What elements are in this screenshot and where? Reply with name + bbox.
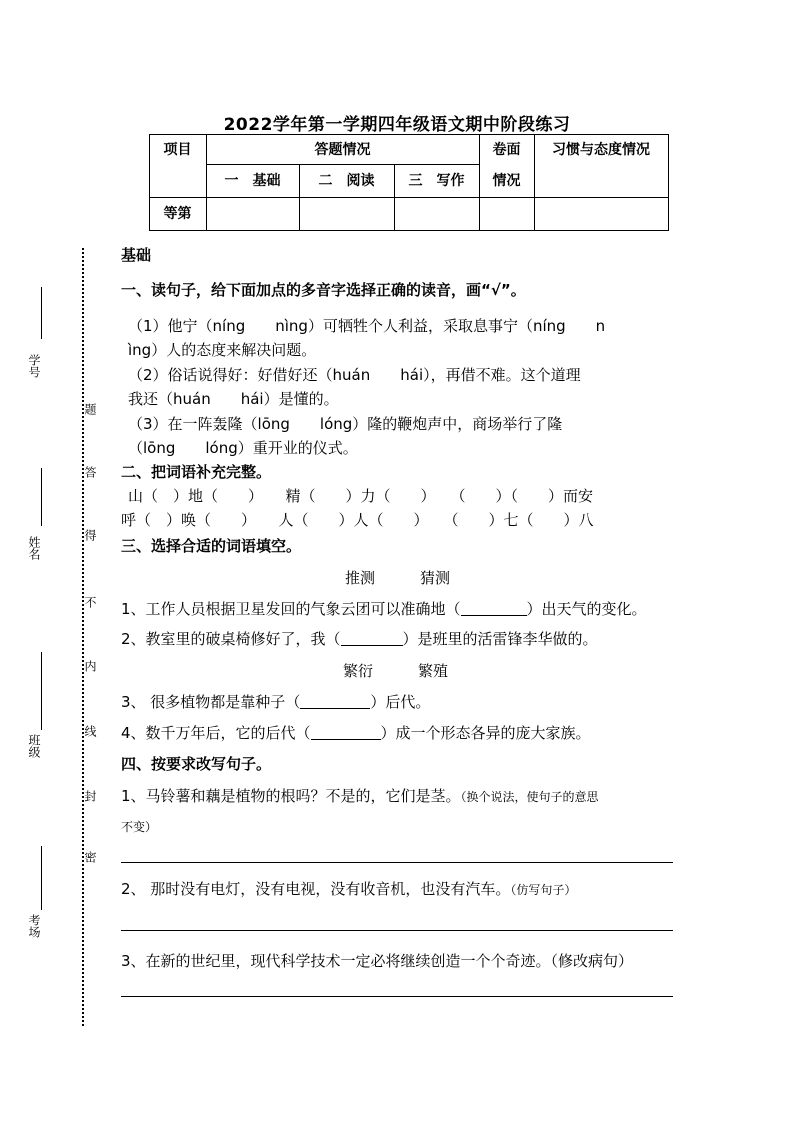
q1-line: （1）他宁（níng nìng）可牺牲个人利益，采取息事宁（níng n	[128, 317, 606, 335]
q4-title: 四、按要求改写句子。	[121, 755, 272, 773]
q1-line: ìng）人的态度来解决问题。	[128, 341, 317, 359]
student-no-line	[41, 287, 42, 339]
q2-title: 二、把词语补充完整。	[121, 463, 272, 481]
answer-blank[interactable]	[341, 631, 403, 646]
name-line	[41, 468, 42, 526]
seal-char: 答	[83, 466, 97, 478]
table-header-section3: 三 写作	[408, 173, 465, 189]
class-line	[41, 652, 42, 730]
q4-sentence-1-note: （换个说法，使句子的意思	[460, 790, 599, 804]
q3-sentence-4-b: ）成一个形态各异的庞大家族。	[380, 724, 591, 742]
q3-sentence-1-b: ）出天气的变化。	[526, 600, 647, 618]
answer-line[interactable]	[121, 862, 673, 863]
table-header-paper-1: 卷面	[492, 142, 521, 158]
q4-sentence-1-text: 1、马铃薯和藕是植物的根吗？不是的，它们是茎。	[121, 787, 461, 805]
q1-title: 一、读句子，给下面加点的多音字选择正确的读音，画“√”。	[121, 281, 526, 299]
seal-char: 得	[83, 529, 97, 541]
q3-choices-1: 推测 猜测	[345, 569, 451, 587]
answer-line[interactable]	[121, 996, 673, 997]
q4-sentence-2-text: 2、 那时没有电灯，没有电视，没有收音机，也没有汽车。	[121, 880, 511, 898]
table-header-section2: 二 阅读	[318, 173, 375, 189]
q3-choices-2: 繁衍 繁殖	[343, 662, 449, 680]
answer-blank[interactable]	[300, 694, 370, 709]
seal-char: 内	[83, 660, 97, 672]
q3-sentence-3	[121, 691, 430, 712]
q4-sentence-1-note-2: 不变）	[121, 820, 158, 834]
page-title: 2022学年第一学期四年级语文期中阶段练习	[223, 115, 571, 135]
binding-dotted-line	[82, 248, 84, 1026]
exam-room-line	[41, 846, 42, 910]
seal-char: 不	[83, 596, 97, 608]
seal-char: 线	[83, 725, 97, 737]
q3-sentence-2-b: ）是班里的活雷锋李华做的。	[402, 630, 598, 648]
q3-sentence-1	[121, 598, 647, 619]
table-header-section1: 一 基础	[224, 173, 281, 189]
table-row-grade: 等第	[163, 206, 192, 222]
q3-sentence-4	[121, 722, 591, 743]
section-heading-basic: 基础	[121, 246, 152, 264]
answer-blank[interactable]	[461, 601, 527, 616]
q4-sentence-2-note: （仿写句子）	[510, 883, 577, 897]
q4-sentence-3: 3、在新的世纪里，现代科学技术一定必将继续创造一个个奇迹。（修改病句）	[121, 952, 634, 970]
q3-sentence-1-a: 1、工作人员根据卫星发回的气象云团可以准确地（	[121, 600, 461, 618]
class-label: 班级	[27, 734, 41, 758]
table-header-answer-status: 答题情况	[314, 142, 371, 158]
seal-char: 题	[83, 403, 97, 415]
q1-line: （lōng lóng）重开业的仪式。	[128, 439, 358, 457]
seal-char: 封	[83, 790, 97, 802]
seal-char: 密	[83, 851, 97, 863]
q3-sentence-3-b: ）后代。	[370, 693, 431, 711]
q3-sentence-3-a: 3、 很多植物都是靠种子（	[121, 693, 301, 711]
answer-blank[interactable]	[311, 725, 381, 740]
q1-line: 我还（huán hái）是懂的。	[128, 390, 339, 408]
q3-sentence-2-a: 2、教室里的破桌椅修好了，我（	[121, 630, 341, 648]
answer-line[interactable]	[121, 930, 673, 931]
q4-sentence-2	[121, 878, 576, 899]
q2-row: 山（ ）地（ ） 精（ ）力（ ） （ ）（ ）而安	[128, 487, 594, 505]
table-header-habit: 习惯与态度情况	[552, 142, 650, 158]
table-header-item: 项目	[163, 142, 192, 158]
q4-sentence-1	[121, 785, 599, 806]
q3-sentence-2	[121, 628, 598, 649]
table-header-paper-2: 情况	[492, 173, 521, 189]
student-no-label: 学号	[27, 354, 41, 378]
q3-title: 三、选择合适的词语填空。	[121, 537, 302, 555]
q2-row: 呼（ ）唤（ ） 人（ ）人（ ） （ ）七（ ）八	[121, 511, 594, 529]
name-label: 姓名	[27, 536, 41, 560]
q1-line: （2）俗话说得好：好借好还（huán hái），再借不难。这个道理	[128, 366, 581, 384]
q1-line: （3）在一阵轰隆（lōng lóng）隆的鞭炮声中，商场举行了隆	[128, 415, 563, 433]
q3-sentence-4-a: 4、数千万年后，它的后代（	[121, 724, 311, 742]
exam-room-label: 考场	[27, 914, 41, 938]
